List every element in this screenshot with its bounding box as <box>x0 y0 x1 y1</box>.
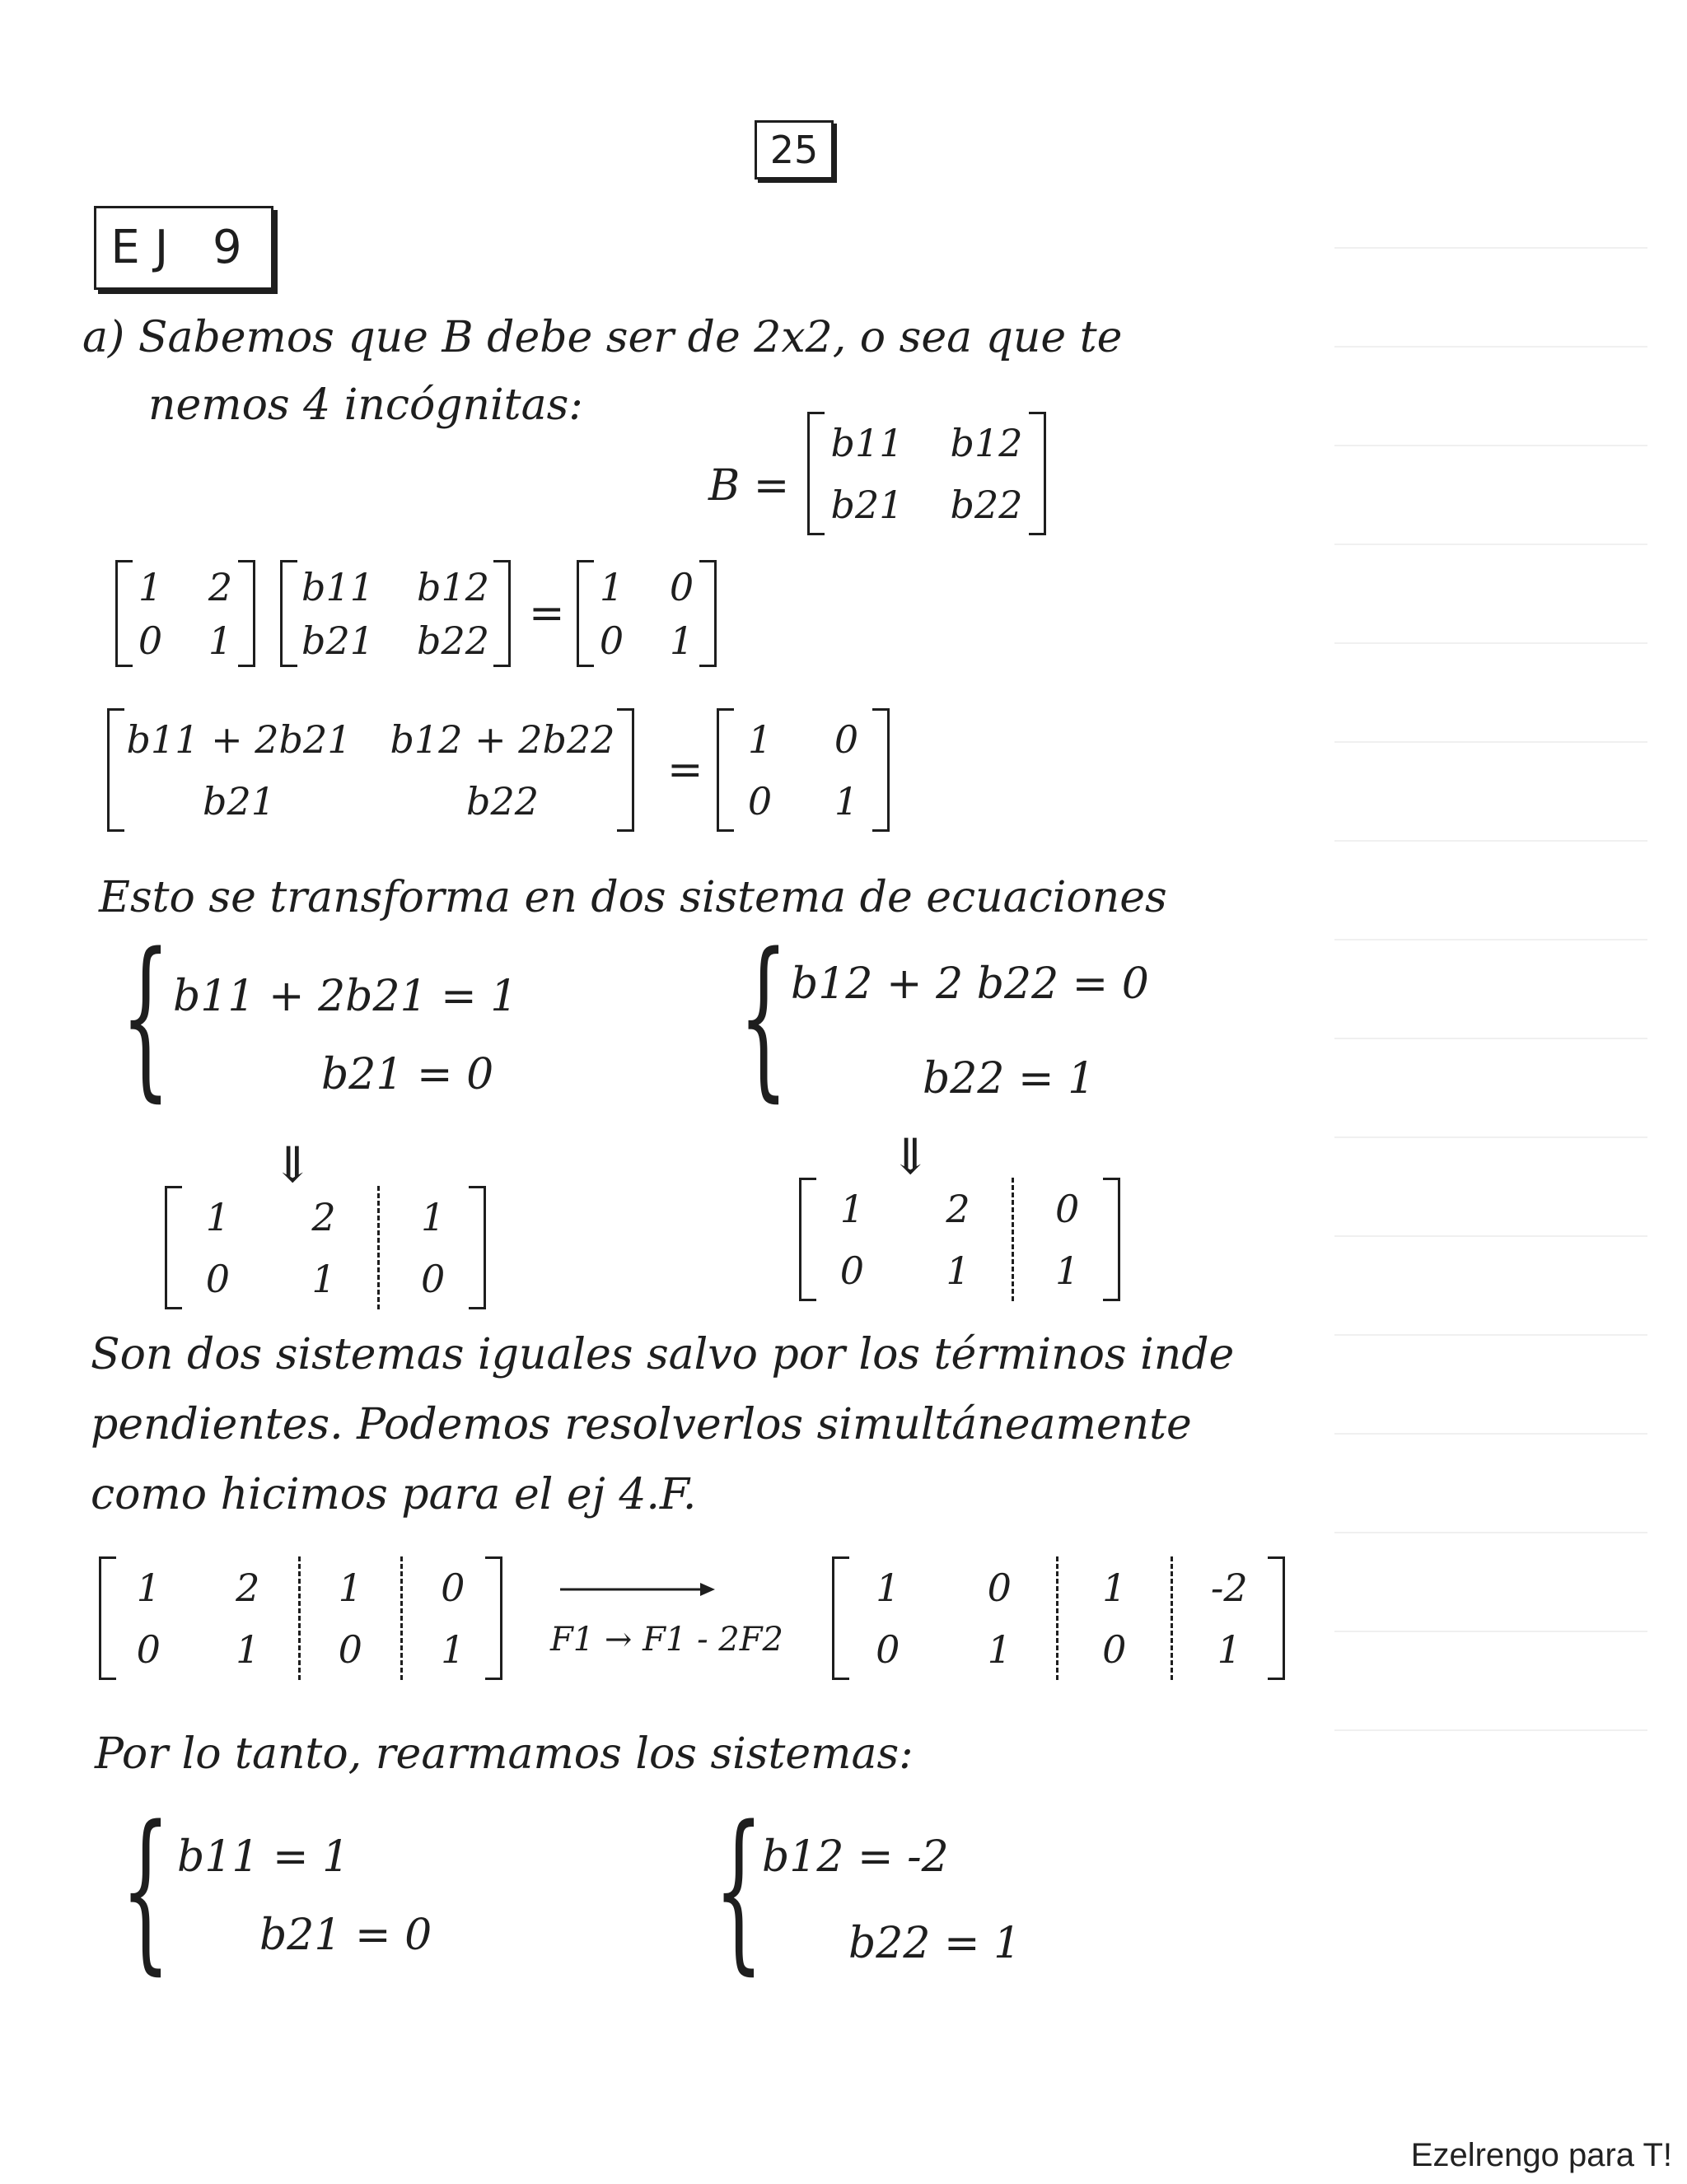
system1-eq1: b11 + 2b21 = 1 <box>173 972 518 1021</box>
final1-eq2: b21 = 0 <box>259 1911 432 1960</box>
row-operation-label: F1 → F1 - 2F2 <box>550 1621 783 1659</box>
reduced-cell: 0 <box>876 1626 900 1672</box>
aug2-cell: 1 <box>839 1186 864 1231</box>
equals-sign: = <box>529 589 565 638</box>
augment-divider <box>1171 1556 1173 1680</box>
combined-cell: 0 <box>136 1626 161 1672</box>
final2-eq2: b22 = 1 <box>848 1919 1021 1968</box>
aug2-cell: 2 <box>946 1186 970 1231</box>
aug2-cell: 0 <box>1055 1186 1080 1231</box>
aug1-cell: 1 <box>205 1194 230 1239</box>
identity-cell: 0 <box>747 778 773 824</box>
identity-cell: 0 <box>834 716 859 762</box>
transform-sentence: Esto se transforma en dos sistema de ecuaciones <box>99 873 1167 922</box>
product-cell: b12 + 2b22 <box>390 716 615 762</box>
reduced-cell: 0 <box>987 1565 1012 1610</box>
b-matrix-cell: b22 <box>950 482 1023 527</box>
final2-eq1: b12 = -2 <box>762 1832 949 1882</box>
reduced-cell: 1 <box>876 1565 900 1610</box>
identity-cell: 1 <box>599 564 624 609</box>
system2-eq2: b22 = 1 <box>923 1054 1096 1104</box>
matrix-a-cell: 1 <box>138 564 163 609</box>
matrix-a-cell: 0 <box>138 618 163 663</box>
aug1-cell: 0 <box>421 1256 446 1301</box>
intro-line-1: a) Sabemos que B debe ser de 2x2, o sea que te <box>82 313 1123 362</box>
equals-sign: = <box>667 745 703 795</box>
product-cell: b22 <box>466 778 539 824</box>
down-arrow-2: ⇓ <box>890 1128 932 1186</box>
combined-cell: 0 <box>338 1626 362 1672</box>
matrix-b-cell: b22 <box>417 618 489 663</box>
aug1-cell: 1 <box>421 1194 446 1239</box>
note-line-1: Son dos sistemas iguales salvo por los términos inde <box>91 1330 1235 1379</box>
reduced-cell: 1 <box>1102 1565 1127 1610</box>
product-cell: b21 <box>203 778 275 824</box>
footer-credit: Ezelrengo para T! <box>1410 2137 1672 2173</box>
identity-cell: 1 <box>747 716 773 762</box>
b-matrix-cell: b12 <box>950 420 1023 465</box>
note-line-3: como hicimos para el ej 4.F. <box>91 1470 697 1519</box>
system1-eq2: b21 = 0 <box>321 1050 494 1099</box>
reduced-cell: -2 <box>1210 1565 1248 1610</box>
identity-cell: 0 <box>599 618 624 663</box>
b-matrix-cell: b11 <box>830 420 904 465</box>
matrix-b-cell: b21 <box>301 618 374 663</box>
final-brace-left: { <box>120 1789 171 1990</box>
aug2-cell: 1 <box>1055 1248 1080 1293</box>
aug1-cell: 2 <box>311 1194 336 1239</box>
final-brace-right: { <box>713 1789 764 1990</box>
combined-cell: 1 <box>338 1565 362 1610</box>
augment-divider <box>1056 1556 1058 1680</box>
final1-eq1: b11 = 1 <box>177 1832 350 1882</box>
identity-cell: 1 <box>834 778 859 824</box>
aug2-cell: 0 <box>839 1248 864 1293</box>
combined-cell: 0 <box>441 1565 465 1610</box>
b-matrix-cell: b21 <box>830 482 904 527</box>
combined-cell: 1 <box>136 1565 161 1610</box>
matrix-b-cell: b11 <box>301 564 374 609</box>
system2-eq1: b12 + 2 b22 = 0 <box>791 959 1149 1009</box>
b-matrix-label: B = <box>708 461 790 511</box>
system-brace-left: { <box>120 916 171 1118</box>
exercise-label-box: EJ 9 <box>94 206 273 290</box>
reduced-cell: 0 <box>1102 1626 1127 1672</box>
system-brace-right: { <box>738 916 788 1118</box>
page-number-box: 25 <box>755 120 834 180</box>
note-line-2: pendientes. Podemos resolverlos simultáneamente <box>91 1400 1192 1449</box>
reduced-cell: 1 <box>987 1626 1012 1672</box>
matrix-a-cell: 2 <box>208 564 233 609</box>
matrix-a-cell: 1 <box>208 618 233 663</box>
intro-line-2: nemos 4 incógnitas: <box>148 380 583 430</box>
aug1-cell: 1 <box>311 1256 336 1301</box>
therefore-sentence: Por lo tanto, rearmamos los sistemas: <box>95 1729 914 1779</box>
down-arrow-1: ⇓ <box>272 1136 314 1194</box>
aug2-cell: 1 <box>946 1248 970 1293</box>
combined-cell: 1 <box>236 1626 260 1672</box>
identity-cell: 1 <box>669 618 694 663</box>
reduced-augmented-matrix <box>832 1556 1285 1680</box>
identity-cell: 0 <box>669 564 694 609</box>
product-cell: b11 + 2b21 <box>126 716 352 762</box>
reduced-cell: 1 <box>1217 1626 1241 1672</box>
combined-cell: 1 <box>441 1626 465 1672</box>
matrix-b-cell: b12 <box>417 564 489 609</box>
aug1-cell: 0 <box>205 1256 230 1301</box>
combined-cell: 2 <box>236 1565 260 1610</box>
